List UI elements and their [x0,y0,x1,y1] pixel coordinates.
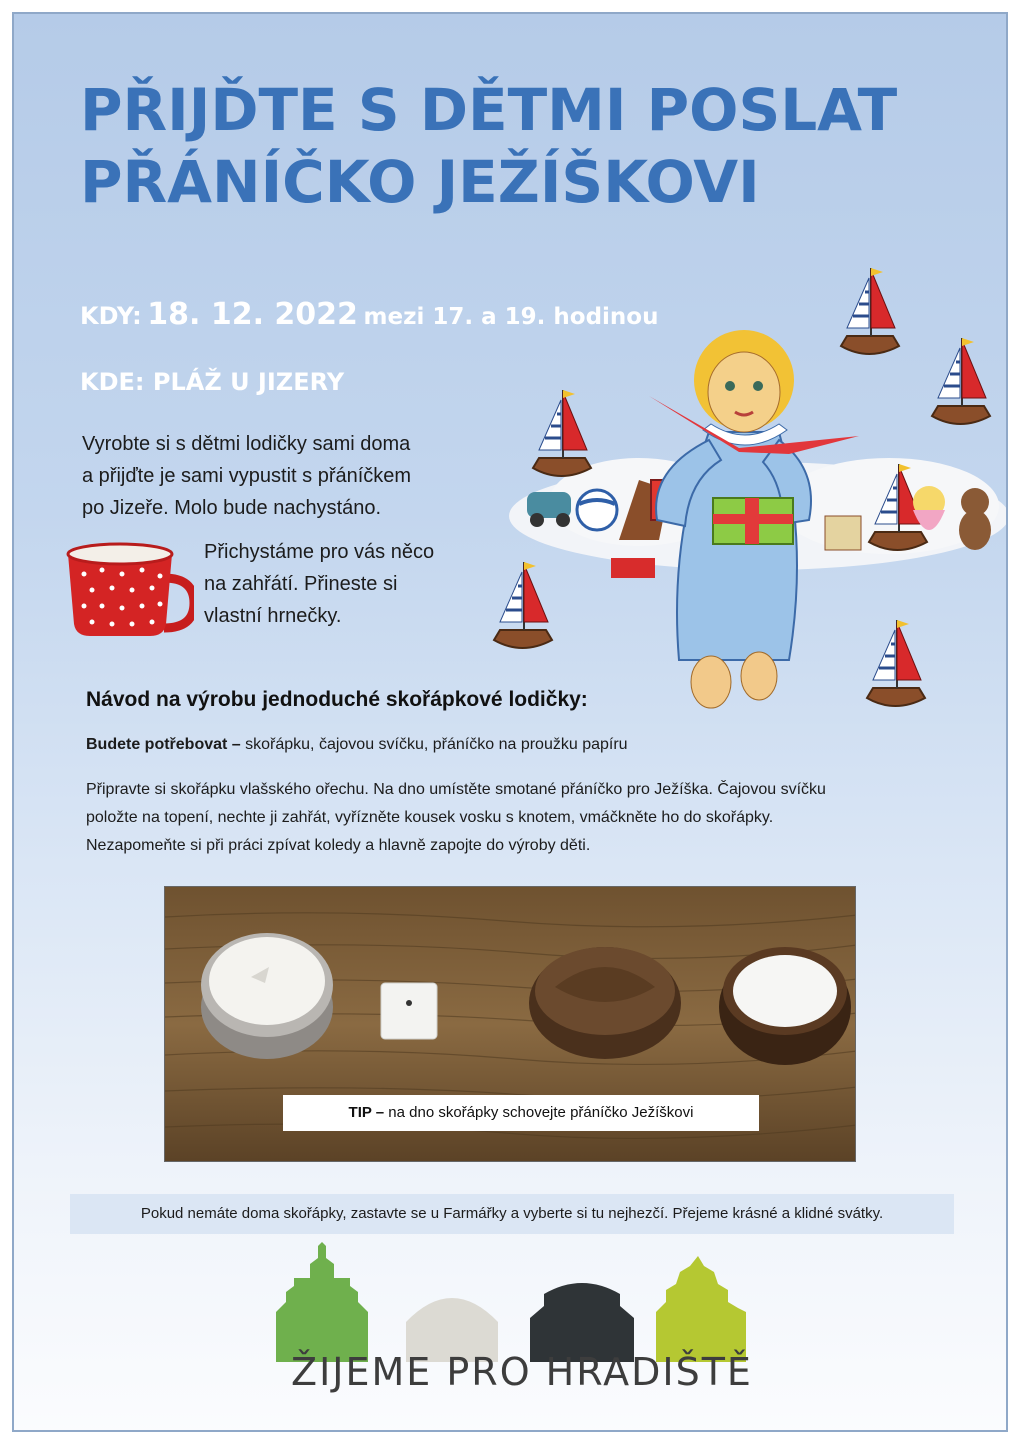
intro-line: a přijďte je sami vypustit s přáníčkem [82,465,412,487]
warm-drink-paragraph [204,536,494,632]
when-time: mezi 17. a 19. hodinou [363,304,659,330]
instructions-line: Nezapomeňte si při práci zpívat koledy a hlavně zapojte do výroby děti. [86,837,591,854]
child-with-toys-illustration [489,240,1008,710]
tip-caption [283,1095,759,1131]
instructions-paragraph [86,776,966,860]
intro-line: po Jizeře. Molo bude nachystáno. [82,497,382,519]
intro-line: Vyrobte si s dětmi lodičky sami doma [82,433,411,455]
warm-line: na zahřátí. Přineste si [204,573,398,595]
warm-line: Přichystáme pro vás něco [204,541,435,563]
poster [12,12,1008,1432]
instructions-line: položte na topení, nechte ji zahřát, vyřízněte kousek vosku s knotem, vmáčkněte ho do skořápky. [86,809,774,826]
poster-title [80,74,980,218]
when-date: 18. 12. 2022 [147,297,358,332]
red-mug-icon [64,538,194,638]
title-line-2: PŘÁNÍČKO JEŽÍŠKOVI [80,148,760,216]
intro-paragraph [82,428,502,524]
instructions-line: Připravte si skořápku vlašského ořechu. Na dno umístěte smotané přáníčko pro Ježíška. Čajovou svíčku [86,781,826,798]
tip-text: na dno skořápky schovejte přáníčko Ježíškovi [384,1104,694,1121]
shop-notice: Pokud nemáte doma skořápky, zastavte se u Farmářky a vyberte si tu nejhezčí. Přejeme krásné a klidné svátky. [70,1194,954,1234]
warm-line: vlastní hrnečky. [204,605,342,627]
instructions-title: Návod na výrobu jednoduché skořápkové lodičky: [86,688,588,711]
when-label: KDY: [80,302,142,330]
materials-label: Budete potřebovat – [86,736,241,753]
walnut-boat-photo [164,886,856,1162]
logo-wordmark: ŽIJEME PRO HRADIŠTĚ [291,1350,753,1394]
event-location: KDE: PLÁŽ U JIZERY [80,368,345,396]
materials-line [86,736,628,754]
town-silhouette-logo [272,1242,772,1362]
materials-items: skořápku, čajovou svíčku, přáníčko na proužku papíru [240,736,628,753]
title-line-1: PŘIJĎTE S DĚTMI POSLAT [80,76,898,144]
tip-label: TIP – [348,1104,385,1121]
